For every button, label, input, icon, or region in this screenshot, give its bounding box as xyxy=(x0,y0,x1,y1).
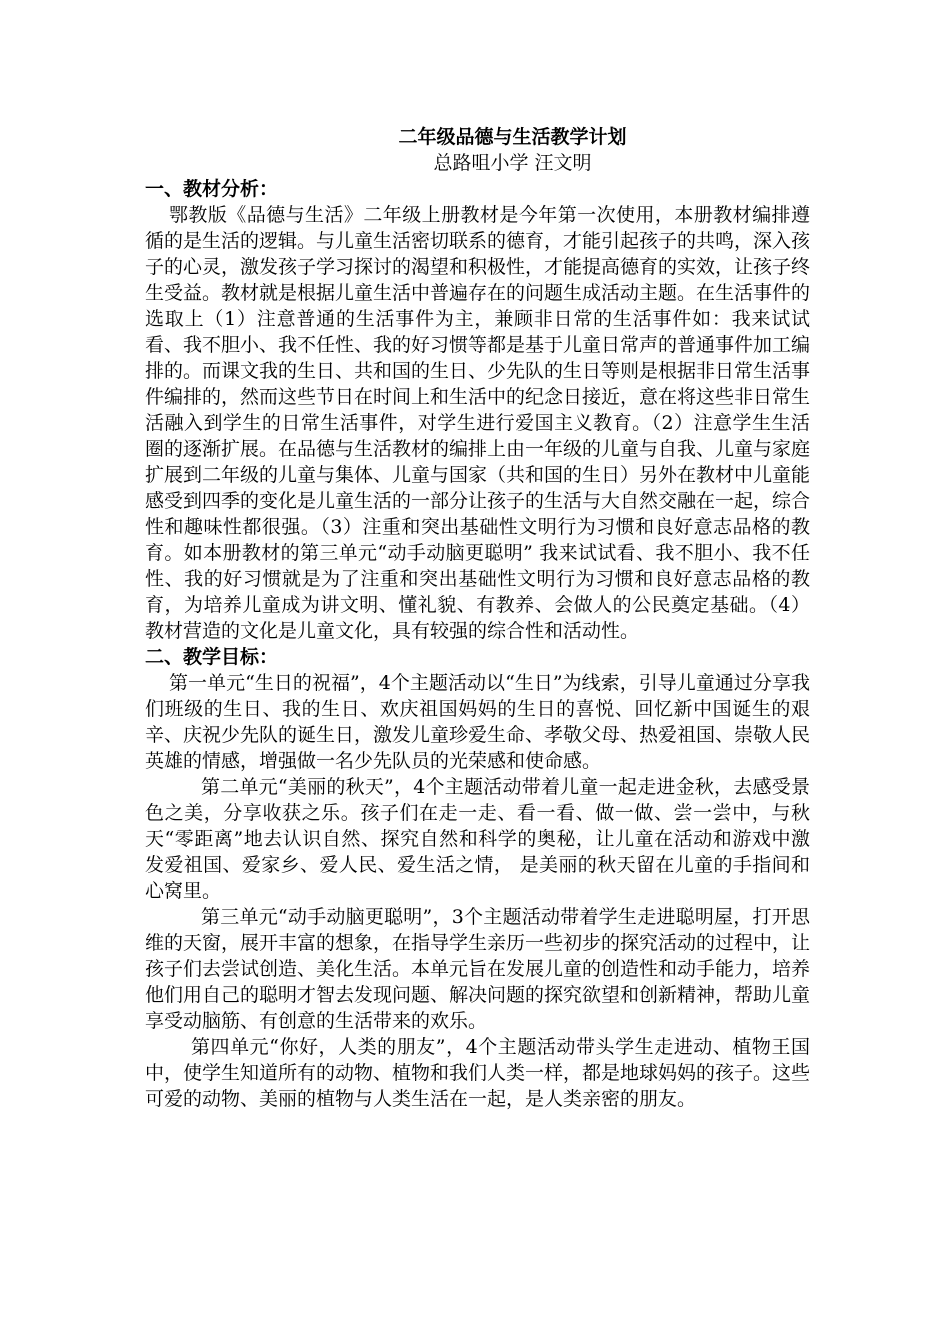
section-heading-textbook-analysis: 一、教材分析： xyxy=(145,178,279,200)
document-author: 总路咀小学 汪文明 xyxy=(433,152,592,174)
section-heading-teaching-goals: 二、教学目标： xyxy=(145,646,279,668)
paragraph-textbook-analysis: 鄂教版《品德与生活》二年级上册教材是今年第一次使用，本册教材编排遵循的是生活的逻辑。与儿童生活密切联系的德育，才能引起孩子的共鸣，深入孩子的心灵，激发孩子学习探讨的渴望和积极性，才能提高德育的实效，让孩子终生受益。教材就是根据儿童生活中普遍存在的问题生成活动主题。在生活事件的选取上（1）注意普通的生活事件为主，兼顾非日常的生活事件如：我来试试看、我不胆小、我不任性、我的好习惯等都是基于儿童日常声的普通事件加工编排的。而课文我的生日、共和国的生日、少先队的生日等则是根据非日常生活事件编排的，然而这些节日在时间上和生活中的纪念日接近，意在将这些非日常生活融入到学生的日常生活事件，对学生进行爱国主义教育。（2）注意学生生活圈的逐渐扩展。在品德与生活教材的编排上由一年级的儿童与自我、儿童与家庭扩展到二年级的儿童与集体、儿童与国家（共和国的生日）另外在教材中儿童能感受到四季的变化是儿童生活的一部分让孩子的生活与大自然交融在一起，综合性和趣味性都很强。（3）注重和突出基础性文明行为习惯和良好意志品格的教育。如本册教材的第三单元“动手动脑更聪明” 我来试试看、我不胆小、我不任性、我的好习惯就是为了注重和突出基础性文明行为习惯和良好意志品格的教育，为培养儿童成为讲文明、懂礼貌、有教养、会做人的公民奠定基础。（4）教材营造的文化是儿童文化，具有较强的综合性和活动性。 xyxy=(145,204,811,642)
document-page xyxy=(145,124,810,1112)
paragraph-unit-1: 第一单元“生日的祝福”，4个主题活动以“生日”为线索，引导儿童通过分享我们班级的生日、我的生日、欢庆祖国妈妈的生日的喜悦、回忆新中国诞生的艰辛、庆祝少先队的诞生日，激发儿童珍爱生命、孝敬父母、热爱祖国、崇敬人民英雄的情感，增强做一名少先队员的光荣感和使命感。 xyxy=(145,672,811,772)
paragraph-unit-4: 第四单元“你好，人类的朋友”，4个主题活动带头学生走进动、植物王国中，使学生知道所有的动物、植物和我们人类一样，都是地球妈妈的孩子。这些可爱的动物、美丽的植物与人类生活在一起，是人类亲密的朋友。 xyxy=(145,1036,811,1110)
paragraph-unit-3: 第三单元“动手动脑更聪明”，3个主题活动带着学生走进聪明屋，打开思维的天窗，展开丰富的想象，在指导学生亲历一些初步的探究活动的过程中，让孩子们去尝试创造、美化生活。本单元旨在发展儿童的创造性和动手能力，培养他们用自己的聪明才智去发现问题、解决问题的探究欲望和创新精神，帮助儿童享受动脑筋、有创意的生活带来的欢乐。 xyxy=(145,906,811,1032)
paragraph-unit-2: 第二单元“美丽的秋天”，4个主题活动带着儿童一起走进金秋，去感受景色之美，分享收获之乐。孩子们在走一走、看一看、做一做、尝一尝中，与秋天“零距离”地去认识自然、探究自然和科学的奥秘，让儿童在活动和游戏中激发爱祖国、爱家乡、爱人民、爱生活之情， 是美丽的秋天留在儿童的手指间和心窝里。 xyxy=(145,776,810,902)
document-title: 二年级品德与生活教学计划 xyxy=(398,126,627,148)
